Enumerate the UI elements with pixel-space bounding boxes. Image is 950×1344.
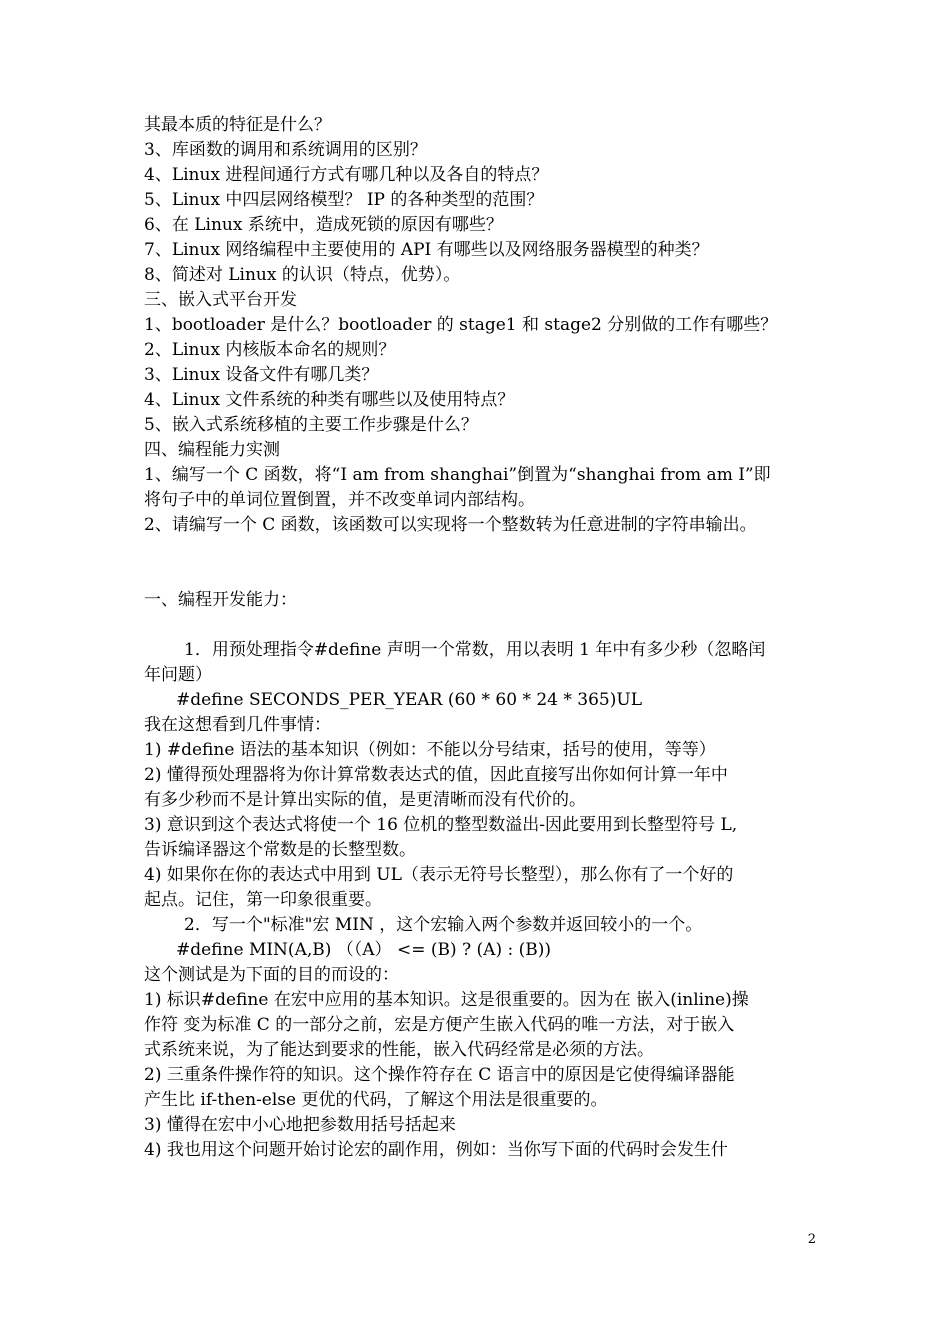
question-line: 6、在 Linux 系统中，造成死锁的原因有哪些？ (144, 215, 503, 235)
text-line: 2) 懂得预处理器将为你计算常数表达式的值，因此直接写出你如何计算一年中 (144, 765, 728, 785)
question-line: 将句子中的单词位置倒置，并不改变单词内部结构。 (144, 490, 535, 510)
question-line: 2、请编写一个 C 函数，该函数可以实现将一个整数转为任意进制的字符串输出。 (144, 515, 757, 535)
text-line: 式系统来说，为了能达到要求的性能，嵌入代码经常是必须的方法。 (144, 1040, 654, 1060)
question-line: 1．用预处理指令#define 声明一个常数，用以表明 1 年中有多少秒（忽略闰 (184, 640, 766, 660)
question-line: 3、库函数的调用和系统调用的区别？ (144, 140, 427, 160)
page-number: 2 (807, 1232, 816, 1247)
question-line: 4、Linux 文件系统的种类有哪些以及使用特点？ (144, 390, 515, 410)
section-heading: 四、编程能力实测 (144, 440, 280, 460)
section-heading: 一、编程开发能力： (144, 590, 297, 610)
question-line: 5、嵌入式系统移植的主要工作步骤是什么？ (144, 415, 478, 435)
text-line: 4) 如果你在你的表达式中用到 UL（表示无符号长整型），那么你有了一个好的 (144, 865, 734, 885)
code-line: #define SECONDS_PER_YEAR (60 * 60 * 24 * 365)UL (176, 690, 642, 710)
question-line: 4、Linux 进程间通行方式有哪几种以及各自的特点？ (144, 165, 549, 185)
question-line: 7、Linux 网络编程中主要使用的 API 有哪些以及网络服务器模型的种类？ (144, 240, 709, 260)
text-line: 起点。记住，第一印象很重要。 (144, 890, 382, 910)
blank-line (144, 538, 814, 563)
text-line: 这个测试是为下面的目的而设的： (144, 965, 399, 985)
blank-line (144, 563, 814, 588)
text-line: 1) #define 语法的基本知识（例如：不能以分号结束，括号的使用，等等） (144, 740, 716, 760)
text-line: 3) 懂得在宏中小心地把参数用括号括起来 (144, 1115, 456, 1135)
document-body (144, 113, 814, 1163)
text-line: 1) 标识#define 在宏中应用的基本知识。这是很重要的。因为在 嵌入(inline)操 (144, 990, 749, 1010)
text-line: 4) 我也用这个问题开始讨论宏的副作用，例如：当你写下面的代码时会发生什 (144, 1140, 728, 1160)
question-line: 2、Linux 内核版本命名的规则？ (144, 340, 396, 360)
question-line: 1、bootloader 是什么？bootloader 的 stage1 和 stage2 分别做的工作有哪些？ (144, 315, 778, 335)
blank-line (144, 613, 814, 638)
question-line: 1、编写一个 C 函数，将“I am from shanghai”倒置为“shanghai from am I”即 (144, 465, 771, 485)
question-line: 年问题） (144, 665, 212, 685)
text-line: 其最本质的特征是什么？ (144, 115, 331, 135)
question-line: 2．写一个"标准"宏 MIN ，这个宏输入两个参数并返回较小的一个。 (184, 915, 703, 935)
text-line: 作符 变为标准 C 的一部分之前，宏是方便产生嵌入代码的唯一方法，对于嵌入 (144, 1015, 735, 1035)
question-line: 8、简述对 Linux 的认识（特点，优势）。 (144, 265, 461, 285)
question-line: 5、Linux 中四层网络模型？ IP 的各种类型的范围？ (144, 190, 544, 210)
section-heading: 三、嵌入式平台开发 (144, 290, 297, 310)
question-line: 3、Linux 设备文件有哪几类？ (144, 365, 379, 385)
code-line: #define MIN(A,B) （（A） <= (B) ? (A) : (B)) (176, 940, 551, 960)
text-line: 告诉编译器这个常数是的长整型数。 (144, 840, 416, 860)
text-line: 2) 三重条件操作符的知识。这个操作符存在 C 语言中的原因是它使得编译器能 (144, 1065, 735, 1085)
text-line: 3) 意识到这个表达式将使一个 16 位机的整型数溢出-因此要用到长整型符号 L, (144, 815, 738, 835)
text-line: 产生比 if-then-else 更优的代码，了解这个用法是很重要的。 (144, 1090, 608, 1110)
text-line: 我在这想看到几件事情： (144, 715, 331, 735)
text-line: 有多少秒而不是计算出实际的值，是更清晰而没有代价的。 (144, 790, 586, 810)
